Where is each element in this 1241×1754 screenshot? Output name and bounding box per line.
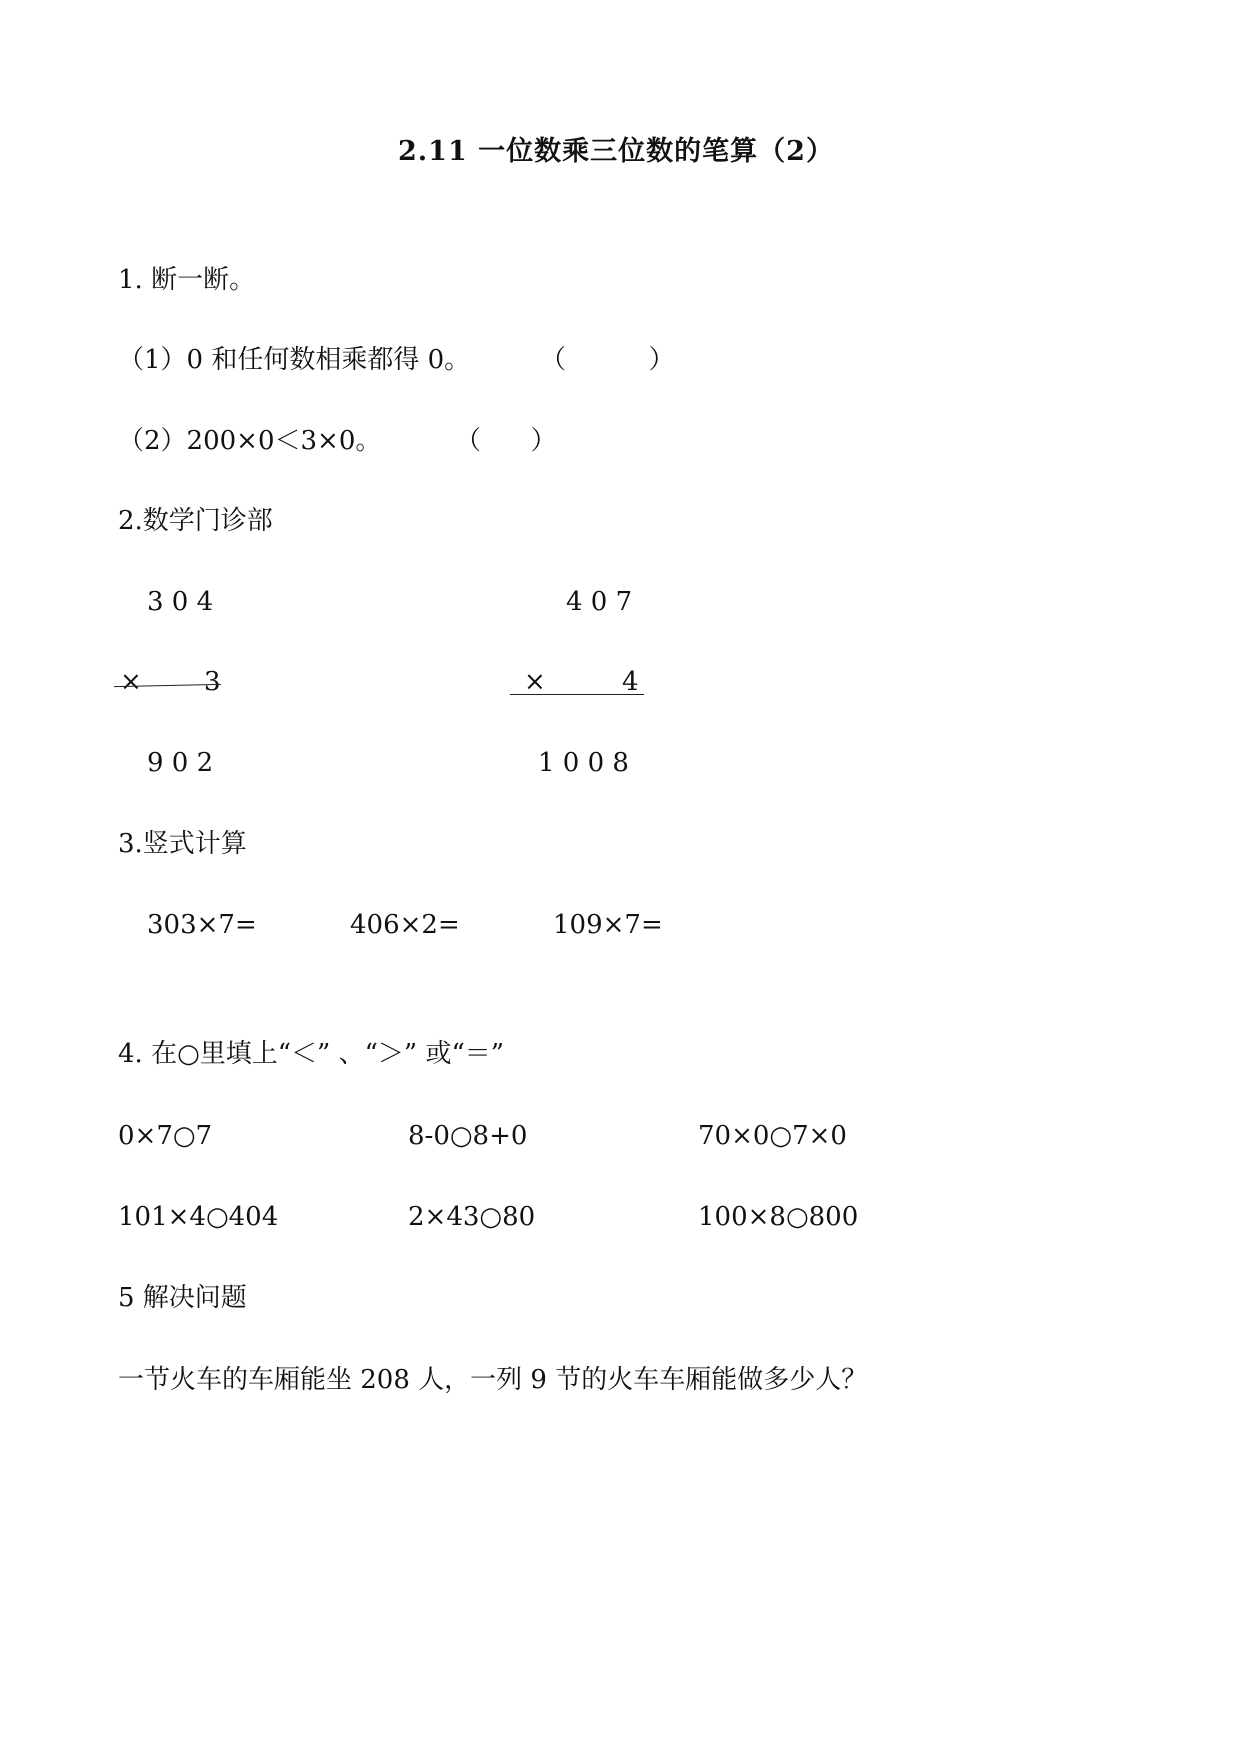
q2-left-multiplicand: 3 0 4 — [147, 587, 214, 617]
q2-left-multiplier: 3 — [204, 667, 221, 697]
q5-problem: 一节火车的车厢能坐 208 人，一列 9 节的火车车厢能做多少人？ — [118, 1365, 868, 1395]
q4-item: 100×8○800 — [698, 1202, 859, 1232]
q3-heading: 3.竖式计算 — [118, 829, 247, 859]
q4-item: 70×0○7×0 — [698, 1121, 847, 1151]
q4-heading: 4. 在○里填上“＜” 、“＞” 或“＝” — [118, 1039, 505, 1069]
q4-item: 8-0○8+0 — [408, 1121, 528, 1151]
q1-item-1-answer-paren: （ ） — [540, 345, 675, 375]
q2-right-times-sign: × — [524, 667, 546, 697]
q2-right-result: 1 0 0 8 — [538, 748, 629, 778]
q1-heading: 1. 断一断。 — [118, 265, 256, 295]
q1-item-1: （1）0 和任何数相乘都得 0。 — [118, 345, 471, 375]
q2-heading: 2.数学门诊部 — [118, 506, 273, 536]
q2-left-times-sign: × — [120, 667, 142, 697]
q3-item: 303×7= — [147, 910, 257, 940]
q4-item: 0×7○7 — [118, 1121, 213, 1151]
q2-right-multiplicand: 4 0 7 — [566, 587, 633, 617]
q2-right-multiplier: 4 — [622, 667, 639, 697]
page-title: 2.11 一位数乘三位数的笔算（2） — [398, 136, 834, 167]
q1-item-2-answer-paren: （ ） — [455, 426, 557, 456]
q3-item: 406×2= — [350, 910, 460, 940]
q2-right-underline — [510, 694, 644, 695]
q2-left-result: 9 0 2 — [147, 748, 214, 778]
q1-item-2: （2）200×0＜3×0。 — [118, 426, 382, 456]
q5-heading: 5 解决问题 — [118, 1283, 247, 1313]
q3-item: 109×7= — [553, 910, 663, 940]
q4-item: 101×4○404 — [118, 1202, 279, 1232]
q4-item: 2×43○80 — [408, 1202, 536, 1232]
